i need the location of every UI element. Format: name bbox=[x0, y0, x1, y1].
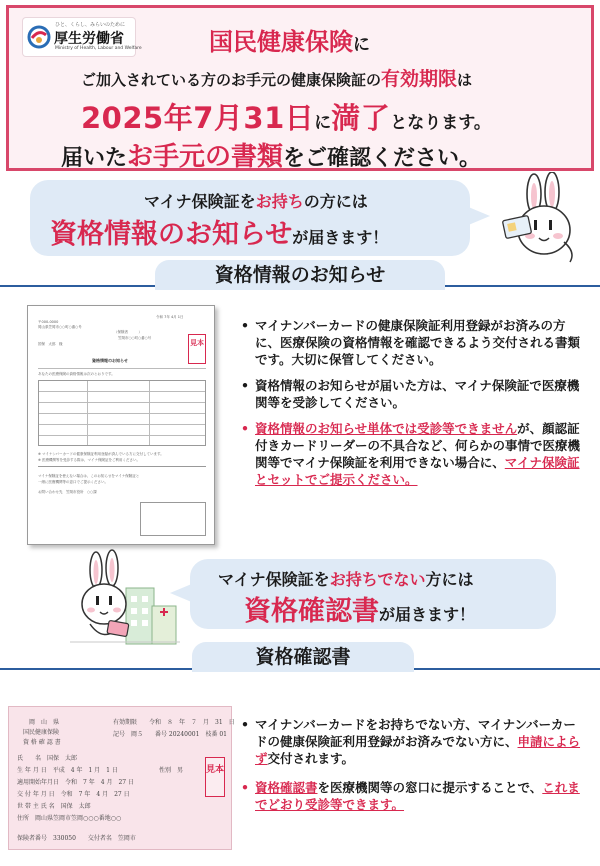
header-text: は bbox=[457, 71, 473, 89]
bubble-highlight: 資格情報のお知らせ bbox=[50, 219, 293, 250]
card-issuer: 岡 山 県 bbox=[29, 719, 60, 726]
bubble-highlight: お持ちでない bbox=[329, 570, 426, 589]
bullet-highlight: これまでどおり受診等できます。 bbox=[255, 780, 580, 812]
header-text: 届いた bbox=[61, 146, 128, 171]
header-text: となります。 bbox=[390, 113, 491, 133]
bubble-text: マイナ保険証を bbox=[218, 570, 330, 589]
bubble-highlight: お持ち bbox=[255, 192, 304, 211]
card-title: 資 格 確 認 書 bbox=[23, 739, 61, 746]
certificate-bullets bbox=[241, 716, 586, 822]
section-title-info-notice: 資格情報のお知らせ bbox=[155, 260, 445, 290]
card-name: 氏 名 国保 太郎 bbox=[17, 755, 78, 762]
bullet-item bbox=[241, 317, 586, 368]
speech-bubble-no-mynacard bbox=[190, 559, 556, 629]
section-title-qualification-certificate: 資格確認書 bbox=[192, 642, 414, 672]
bullet-text: を医療機関等の窓口に提示することで、 bbox=[317, 780, 543, 795]
card-issuer: 国民健康保険 bbox=[23, 729, 60, 736]
bubble-highlight: 資格確認書 bbox=[244, 596, 379, 627]
speech-bubble-mynacard bbox=[30, 180, 470, 256]
bubble-text: マイナ保険証を bbox=[144, 192, 256, 211]
header-nhi: 国民健康保険 bbox=[209, 28, 353, 56]
header-line-2 bbox=[81, 64, 472, 91]
qualification-certificate-sample-image bbox=[8, 706, 235, 850]
bullet-text: が、顔認証付きカードリーダーの不具合など、何らかの事情で医療機関等でマイナ保険証を利用できない場合に、 bbox=[255, 421, 581, 470]
card-issue: 交 付 年 月 日 令和 7 年 4 月 27 日 bbox=[17, 791, 130, 798]
bullet-text: マイナンバーカードをお持ちでない方、マイナンバーカードの健康保険証利用登録がお済みでない方に、 bbox=[255, 717, 576, 749]
sample-stamp bbox=[188, 334, 206, 364]
header-line-4 bbox=[61, 136, 481, 173]
header-line-3 bbox=[81, 96, 491, 137]
card-start: 適用開始年月日 令和 7 年 4 月 27 日 bbox=[17, 779, 134, 786]
bubble-text: の方には bbox=[303, 192, 368, 211]
bullet-item bbox=[241, 779, 586, 813]
bullet-warning: マイナ保険証とセットでご提示ください。 bbox=[255, 455, 580, 487]
header-documents: お手元の書類 bbox=[127, 142, 284, 172]
bubble-text: が届きます！ bbox=[379, 605, 476, 624]
card-validity: 有効期限 令和 ８ 年 ７ 月 31 日 bbox=[113, 719, 235, 726]
info-notice-sample-image: 令和 7年 4月 1日 〒000-0000 岡山県笠岡市○○町○番○号 （保険者 ） 笠岡市○○町○番○号 国保 太郎 様 資格情報のお知らせ あなたの医療保険の資格情報は次のとおりです。 ※ マイナンバーカードの健康保険証利用登録が済んでいる方に交付しています。 ※ 医療機関等を受診する際は、マイナ保険証をご利用ください。 マイナ保険証を使えない場合は、このお知らせをマイナ保険証と 一緒に医療機関等の窓口でご提示ください。 お問い合わせ先 笠岡市役所 ○○課 見本 bbox=[27, 305, 215, 545]
card-head: 世 帯 主 氏 名 国保 太郎 bbox=[17, 803, 91, 810]
header-expiry: 有効期限 bbox=[381, 68, 458, 90]
bubble-line-2 bbox=[244, 589, 475, 628]
expiry-date: 2025年7月31日 bbox=[81, 101, 315, 135]
sample-stamp bbox=[205, 757, 225, 797]
sample-stamp-label: 見本 bbox=[206, 765, 225, 775]
header-text: ご加入されている方のお手元の健康保険証の bbox=[81, 71, 382, 89]
mhlw-logo-icon bbox=[27, 25, 51, 49]
info-notice-bullets bbox=[241, 317, 586, 497]
bullet-warning: 資格情報のお知らせ単体では受診等できません bbox=[255, 421, 518, 436]
card-insurer: 保険者番号 330050 交付者名 笠岡市 bbox=[17, 835, 136, 842]
bullet-item bbox=[241, 716, 586, 767]
bubble-line-1 bbox=[218, 567, 474, 590]
logo-english: Ministry of Health, Labour and Welfare bbox=[55, 46, 142, 51]
mynaporta-mascot-hospital-icon bbox=[60, 548, 180, 652]
bullet-item bbox=[241, 377, 586, 411]
bullet-text: 資格情報のお知らせが届いた方は、マイナ保険証で医療機関等を受診してください。 bbox=[255, 378, 580, 410]
doc1-title: 資格情報のお知らせ bbox=[92, 358, 128, 363]
card-address: 住所 岡山県笠岡市笠岡○○○番地○○ bbox=[17, 815, 122, 822]
bullet-text: マイナンバーカードの健康保険証利用登録がお済みの方に、医療保険の資格情報を確認できるよう交付される書類です。大切に保管してください。 bbox=[255, 318, 581, 367]
bubble-line-1 bbox=[144, 189, 368, 212]
card-number: 記号 岡５ 番号 20240001 枝番 01 bbox=[113, 731, 227, 738]
bubble-text: が届きます！ bbox=[292, 228, 389, 247]
card-birth: 生 年 月 日 平成 4 年 1 月 1 日 bbox=[17, 767, 118, 774]
sample-stamp-label: 見本 bbox=[190, 339, 204, 347]
bullet-highlight: 申請によらず bbox=[255, 734, 581, 766]
bullet-text: 交付されます。 bbox=[267, 751, 355, 766]
header-text: に bbox=[314, 113, 332, 133]
header-text: をご確認ください。 bbox=[283, 146, 482, 171]
bubble-line-2 bbox=[50, 212, 388, 251]
header-line-1 bbox=[209, 22, 370, 57]
logo-tagline: ひと、くらし、みらいのために bbox=[55, 22, 126, 28]
bubble-text: 方には bbox=[425, 570, 474, 589]
mynaporta-mascot-icon bbox=[500, 172, 596, 270]
card-sex: 性別 男 bbox=[159, 767, 184, 774]
expiry-word: 満了 bbox=[331, 101, 391, 135]
mhlw-logo bbox=[23, 18, 142, 56]
header-text: に bbox=[353, 35, 370, 55]
logo-name: 厚生労働省 bbox=[54, 31, 124, 47]
bullet-highlight: 資格確認書 bbox=[255, 780, 318, 795]
bullet-item bbox=[241, 420, 586, 488]
header-banner bbox=[6, 5, 594, 171]
